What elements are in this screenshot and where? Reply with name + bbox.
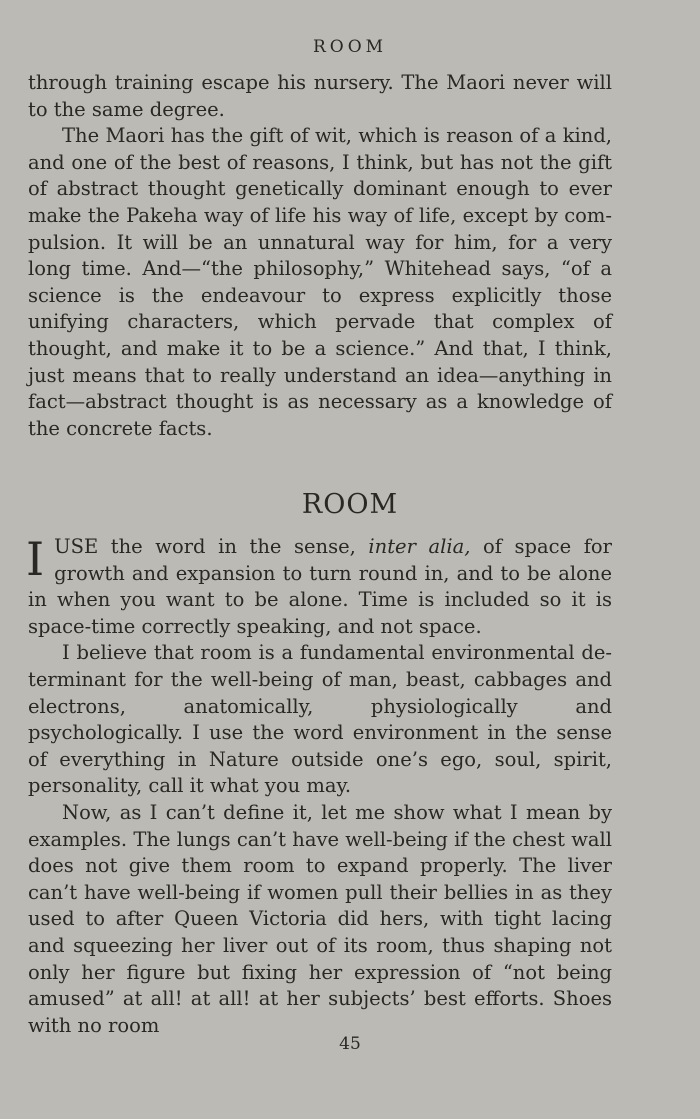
drop-cap: I	[26, 532, 45, 586]
running-head: ROOM	[312, 37, 388, 57]
italic-phrase: inter alia,	[368, 535, 471, 558]
paragraph: through training escape his nursery. The Maori never will to the same degree.	[28, 71, 612, 121]
page-number: 45	[339, 1034, 361, 1054]
paragraph: Now, as I can’t define it, let me show what I mean by examples. The lungs can’t have well-being if the chest wall does not give them room to expand properly. The liver can’t have well-being if women pull their bellies in as they used to after Queen Victoria did hers, with tight lacing and squeezing her liver out of its room, thus shaping not only her figure but fixing her expression of “not being amused” at all! at all! at her subjects’ best efforts. Shoes with no room	[28, 800, 612, 1037]
opening-text-continued: of space for growth and expansion to turn round in, and to be alone in when you want to be alone. Time is included so it is space-time correctly speaking, and not space.	[28, 535, 612, 638]
opening-text: USE the word in the sense,	[54, 535, 369, 558]
paragraph: The Maori has the gift of wit, which is reason of a kind, and one of the best of reasons, I think, but has not the gift of abstract thought genetically dominant enough to ever make the Pakeha way of life his way of life, except by com-pulsion. It will be an unnatural way for him, for a very long time. And—“the philosophy,” Whitehead says, “of a science is the endeavour to express explicitly those unifying characters, which pervade that complex of thought, and make it to be a science.” And that, I think, just means that to really understand an idea—anything in fact—abstract thought is as necessary as a knowledge of the concrete facts.	[28, 124, 612, 440]
chapter-title: ROOM	[301, 489, 399, 520]
paragraph: I believe that room is a fundamental environmental de-terminant for the well-being of man, beast, cabbages and electrons, anatomically, physiologically and psychologically. I use the word environment in the sense of everything in Nature outside one’s ego, soul, spirit, personality, call it what you may.	[28, 641, 612, 798]
opening-paragraph	[28, 534, 612, 640]
continued-text	[28, 70, 612, 442]
chapter-text	[28, 534, 612, 1039]
